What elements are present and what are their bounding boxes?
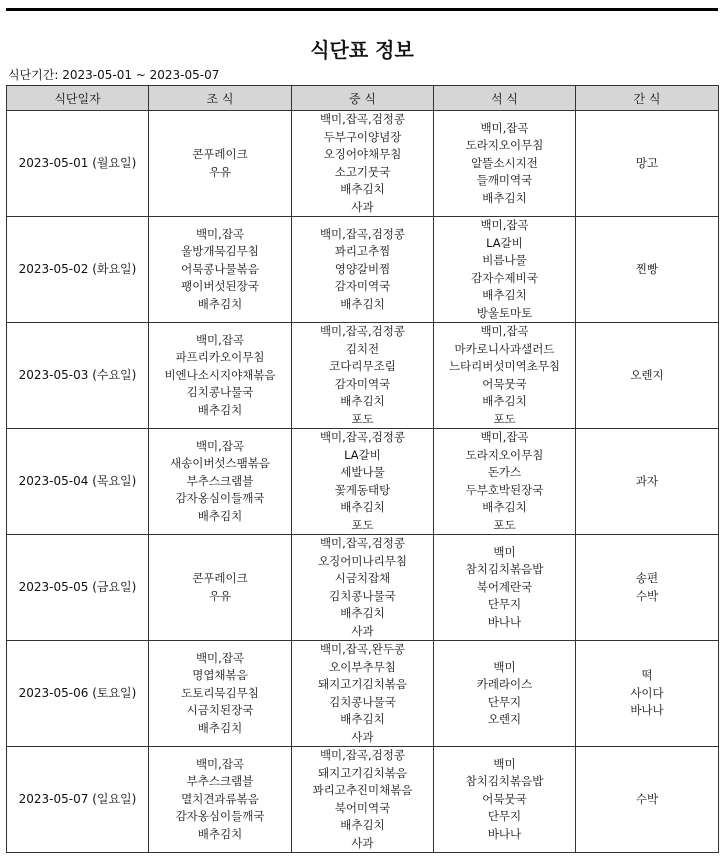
menu-item: 사과 <box>351 623 374 638</box>
menu-item: 단무지 <box>487 597 522 612</box>
table-header-row <box>7 86 719 111</box>
menu-item: 시금치잡채 <box>334 571 391 585</box>
table-row <box>7 111 719 217</box>
dinner-cell <box>434 747 576 853</box>
meal-period: 식단기간: 2023-05-01 ~ 2023-05-07 <box>8 68 220 82</box>
dinner-cell <box>434 111 576 217</box>
menu-item: 포도 <box>351 517 374 532</box>
menu-item: 배추김치 <box>340 500 385 514</box>
menu-item: 시금치된장국 <box>186 703 254 718</box>
lunch-cell <box>292 111 434 217</box>
breakfast-cell <box>149 429 292 535</box>
table-row <box>7 747 719 853</box>
breakfast-cell <box>149 747 292 853</box>
menu-item: 북어계란국 <box>476 579 533 594</box>
menu-item: 김치전 <box>345 341 380 356</box>
menu-item: 돼지고기김치볶음 <box>318 677 407 691</box>
table-row <box>7 323 719 429</box>
menu-item: 배추김치 <box>340 296 385 311</box>
menu-item: 수박 <box>635 588 659 603</box>
menu-item: 두부호박된장국 <box>465 482 544 497</box>
menu-item: 알뜰소시지전 <box>471 155 538 170</box>
menu-item: 배추김치 <box>482 394 527 408</box>
menu-item: 과자 <box>635 473 659 488</box>
menu-item: 백미,잡곡 <box>480 430 529 444</box>
menu-item: 김치콩나물국 <box>329 694 396 709</box>
dinner-cell <box>434 429 576 535</box>
date-cell: 2023-05-05 (금요일) <box>7 535 149 641</box>
menu-item: 바나나 <box>487 614 522 629</box>
menu-item: 파프리카오이무침 <box>175 350 265 365</box>
menu-item: 백미,잡곡,검정콩 <box>319 430 406 444</box>
date-cell: 2023-05-02 (화요일) <box>7 217 149 323</box>
menu-item: 백미 <box>493 659 516 674</box>
menu-item: 감자옹심이들깨국 <box>175 491 265 506</box>
header-date: 식단일자 <box>7 86 149 111</box>
menu-item: 참치김치볶음밥 <box>465 562 544 577</box>
menu-item: LA갈비 <box>344 447 381 462</box>
menu-item: 사이다 <box>630 685 664 700</box>
breakfast-cell <box>149 111 292 217</box>
header-snack: 간 식 <box>576 86 719 111</box>
menu-item: 배추김치 <box>197 826 243 841</box>
menu-item: 오징어미나리무침 <box>318 553 407 568</box>
header-lunch: 중 식 <box>292 86 434 111</box>
menu-item: 배추김치 <box>340 606 385 620</box>
menu-item: 백미,잡곡 <box>195 226 245 241</box>
menu-item: 백미,잡곡,검정콩 <box>319 226 406 241</box>
menu-item: 멸치견과류볶음 <box>181 791 259 806</box>
header-dinner: 석 식 <box>434 86 576 111</box>
menu-item: 새송이버섯스팸볶음 <box>170 456 270 471</box>
table-row <box>7 429 719 535</box>
menu-item: 도라지오이무침 <box>465 138 544 153</box>
date-cell: 2023-05-06 (토요일) <box>7 641 149 747</box>
header-breakfast: 조 식 <box>149 86 292 111</box>
page-title: 식단표 정보 <box>310 38 414 62</box>
menu-item: 포도 <box>493 517 516 532</box>
menu-item: 백미 <box>493 544 516 559</box>
table-row <box>7 641 719 747</box>
menu-item: 배추김치 <box>197 508 243 523</box>
menu-item: 백미,잡곡 <box>480 218 529 232</box>
menu-item: 김치콩나물국 <box>186 385 254 400</box>
snack-cell <box>576 747 719 853</box>
menu-item: 배추김치 <box>482 500 527 514</box>
snack-cell <box>576 641 719 747</box>
breakfast-cell <box>149 217 292 323</box>
menu-item: 세발나물 <box>340 465 385 479</box>
menu-item: 부추스크램블 <box>186 473 254 488</box>
menu-item: 어묵뭇국 <box>482 791 527 806</box>
meal-table <box>6 85 719 853</box>
menu-item: LA갈비 <box>486 235 523 250</box>
menu-item: 방울토마토 <box>476 305 533 320</box>
table-row <box>7 535 719 641</box>
menu-item: 오렌지 <box>630 367 664 382</box>
menu-item: 바나나 <box>630 703 664 718</box>
menu-item: 꽈리고추찜 <box>334 244 391 259</box>
menu-item: 참치김치볶음밥 <box>465 774 544 789</box>
menu-item: 배추김치 <box>197 296 243 311</box>
menu-item: 백미 <box>493 756 516 771</box>
menu-item: 사과 <box>351 199 374 214</box>
menu-item: 콘푸레이크 <box>192 147 248 161</box>
snack-cell <box>576 535 719 641</box>
menu-item: 바나나 <box>487 826 522 841</box>
lunch-cell <box>292 217 434 323</box>
snack-cell <box>576 111 719 217</box>
date-cell: 2023-05-03 (수요일) <box>7 323 149 429</box>
lunch-cell <box>292 535 434 641</box>
lunch-cell <box>292 641 434 747</box>
menu-item: 배추김치 <box>340 182 385 196</box>
menu-item: 백미,잡곡,완두콩 <box>319 642 406 656</box>
menu-item: 단무지 <box>487 809 522 824</box>
lunch-cell <box>292 747 434 853</box>
menu-item: 느타리버섯미역초무침 <box>448 359 561 373</box>
dinner-cell <box>434 323 576 429</box>
menu-item: 명엽채볶음 <box>192 668 248 683</box>
menu-item: 배추김치 <box>482 288 527 302</box>
menu-item: 오징어야채무침 <box>323 147 402 161</box>
breakfast-cell <box>149 535 292 641</box>
dinner-cell <box>434 641 576 747</box>
menu-item: 백미,잡곡 <box>195 332 245 347</box>
dinner-cell <box>434 217 576 323</box>
menu-item: 백미,잡곡 <box>195 650 245 665</box>
menu-item: 배추김치 <box>340 818 385 832</box>
menu-item: 두부구이양념장 <box>323 129 402 144</box>
menu-item: 사과 <box>351 835 374 850</box>
menu-item: 백미,잡곡 <box>480 120 529 135</box>
dinner-cell <box>434 535 576 641</box>
menu-item: 감자옹심이들깨국 <box>175 809 265 824</box>
menu-item: 백미,잡곡 <box>480 324 529 338</box>
menu-item: 찐빵 <box>635 261 659 276</box>
menu-item: 코다리무조림 <box>329 359 396 373</box>
menu-item: 백미,잡곡 <box>195 438 245 453</box>
breakfast-cell <box>149 641 292 747</box>
snack-cell <box>576 429 719 535</box>
menu-item: 떡 <box>641 668 653 683</box>
menu-item: 포도 <box>493 411 516 426</box>
menu-item: 어묵콩나물볶음 <box>181 261 259 276</box>
menu-item: 부추스크램블 <box>186 774 254 789</box>
menu-item: 돈가스 <box>487 465 522 479</box>
date-cell: 2023-05-07 (일요일) <box>7 747 149 853</box>
menu-item: 배추김치 <box>340 712 385 726</box>
lunch-cell <box>292 429 434 535</box>
menu-item: 백미,잡곡,검정콩 <box>319 324 406 338</box>
menu-item: 백미,잡곡,검정콩 <box>319 112 406 126</box>
menu-item: 도라지오이무침 <box>465 447 544 462</box>
menu-item: 팽이버섯된장국 <box>181 279 259 294</box>
menu-item: 백미,잡곡,검정콩 <box>319 748 406 762</box>
menu-item: 들깨미역국 <box>476 173 533 188</box>
menu-item: 마카로니사과샐러드 <box>454 341 555 356</box>
menu-item: 수박 <box>635 791 659 806</box>
menu-item: 배추김치 <box>197 402 243 417</box>
menu-item: 꽈리고추진미채볶음 <box>312 783 413 797</box>
menu-item: 사과 <box>351 729 374 744</box>
menu-item: 감자미역국 <box>334 279 391 294</box>
menu-item: 김치콩나물국 <box>329 588 396 603</box>
menu-item: 도토리묵김무침 <box>181 685 259 700</box>
menu-item: 꽃게동태탕 <box>334 482 391 497</box>
menu-item: 돼지고기김치볶음 <box>318 765 407 780</box>
menu-item: 오이부추무침 <box>329 659 396 674</box>
top-rule <box>6 8 718 11</box>
date-cell: 2023-05-01 (월요일) <box>7 111 149 217</box>
snack-cell <box>576 323 719 429</box>
menu-item: 소고기뭇국 <box>334 164 391 179</box>
snack-cell <box>576 217 719 323</box>
menu-item: 어묵뭇국 <box>482 376 527 391</box>
menu-item: 우유 <box>208 164 232 179</box>
menu-item: 포도 <box>351 411 374 426</box>
menu-item: 울방개묵김무침 <box>181 244 259 259</box>
menu-item: 오렌지 <box>487 712 522 726</box>
menu-item: 단무지 <box>487 694 522 709</box>
menu-item: 배추김치 <box>340 394 385 408</box>
date-cell: 2023-05-04 (목요일) <box>7 429 149 535</box>
menu-item: 감자미역국 <box>334 376 391 391</box>
menu-item: 콘푸레이크 <box>192 571 248 585</box>
menu-item: 배추김치 <box>197 720 243 735</box>
menu-item: 비름나물 <box>482 253 527 267</box>
menu-item: 비엔나소시지야채볶음 <box>164 367 276 382</box>
menu-item: 망고 <box>635 155 659 170</box>
menu-item: 배추김치 <box>482 190 527 205</box>
menu-item: 영양갈비찜 <box>334 261 391 276</box>
table-row <box>7 217 719 323</box>
menu-item: 백미,잡곡,검정콩 <box>319 536 406 550</box>
menu-item: 감자수제비국 <box>471 270 538 285</box>
breakfast-cell <box>149 323 292 429</box>
menu-item: 우유 <box>208 588 232 603</box>
lunch-cell <box>292 323 434 429</box>
menu-item: 송편 <box>635 571 659 585</box>
menu-item: 카레라이스 <box>476 677 533 691</box>
menu-item: 북어미역국 <box>334 800 391 815</box>
menu-item: 백미,잡곡 <box>195 756 245 771</box>
